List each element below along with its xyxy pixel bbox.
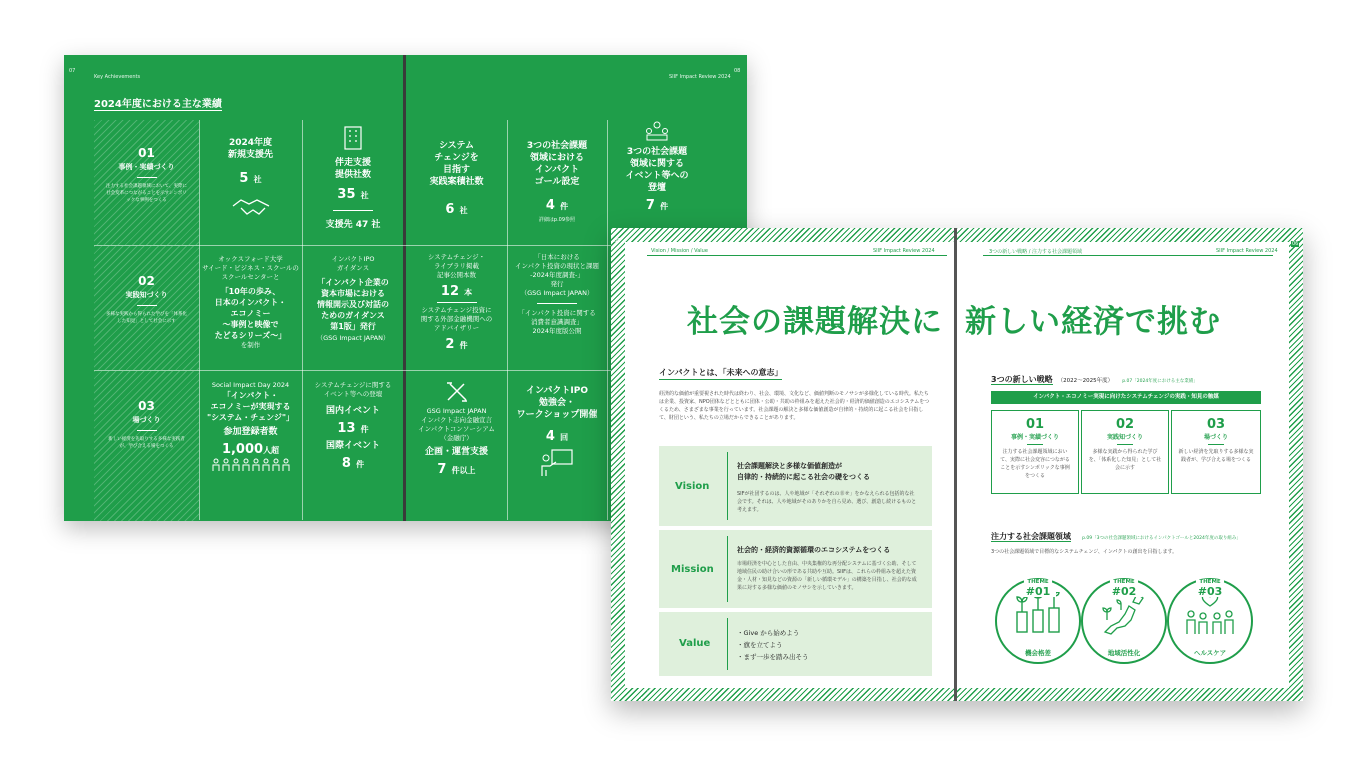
cell-note: 詳細はp.09参照 (538, 217, 576, 223)
strategy-card-01 (991, 410, 1079, 494)
cell-number: 13 (337, 421, 356, 436)
cell-unit: 社 (360, 191, 369, 200)
family-icon (1183, 592, 1237, 638)
headline-right: 新しい経済で挑む (965, 304, 1221, 340)
cell-oxford (199, 255, 302, 350)
cell-sub: 支援先 47 社 (325, 220, 381, 230)
left-header: Vision / Mission / Value (651, 248, 708, 254)
cell-number: 12 (440, 284, 459, 299)
page-number-left: 07 (69, 68, 76, 74)
vmv-body: 市場経済を中心とした自由、中央集権的な再分配システムに基づく公助、そして地域住民の助け合いの形である共助や互助。SIIFは、これらの枠組みを超えた資金・人材・知見などの資源の「新しい循環モデル」の構築を目指し、社会的な成果に対する多様な価値のモノサシを示していきます。 (737, 561, 917, 591)
cell-unit: 件 (360, 425, 369, 434)
value-item: ・まず一歩を踏み出そう (737, 653, 809, 661)
theme-number: #02 (1106, 587, 1142, 597)
cell-title: インパクトIPO 勉強会・ ワークショップ開催 (516, 386, 598, 420)
cell-number: 5 (239, 171, 249, 186)
cell-number: 35 (337, 187, 356, 202)
cell-pre2: システムチェンジ投資に 関する外部金融機関への アドバイザリー (420, 306, 493, 332)
front-spread (611, 228, 1303, 701)
cell-events (607, 120, 707, 213)
vision-box (659, 446, 932, 526)
row-label-03 (94, 371, 199, 521)
cell-unit: 件 (560, 202, 569, 211)
row-title: 実践知づくり (125, 291, 168, 299)
theme-label-01 (995, 568, 1081, 597)
strategy-desc: 注力する社会課題領域において、実際に社会変容につながることを示すシンボリックな事例をつくる (1000, 449, 1070, 479)
theme-label-03 (1167, 568, 1253, 597)
spread-spine (954, 228, 957, 701)
people-icon (211, 458, 291, 472)
cell-label: 国内イベント (325, 406, 380, 416)
strategy-desc: 多様な実践から得られた学びを、「体系化した知見」として社会に示す (1088, 449, 1162, 471)
strategy-card-03 (1171, 410, 1261, 494)
cell-pre: 「日本における インパクト投資の現状と課題 -2024年度調査-」 発行 （GSG Impact JAPAN） (514, 253, 600, 297)
row-title: 場づくり (132, 416, 161, 424)
strategy-title: 場づくり (1203, 434, 1228, 441)
vmv-label: Mission (671, 564, 714, 575)
page-number-right: 06 (1292, 241, 1299, 247)
building-icon (343, 125, 363, 151)
focus-heading-row (991, 524, 1241, 543)
vmv-body: SIFが社団するのは、人や地域が「それぞれの幸せ」をかなえられる包括的な社会です。それは、人や地域がそのありかを自ら見め、選び、創造し続けるものと考えます。 (737, 491, 917, 513)
cell-unit: 件 (660, 202, 669, 211)
cell-pre: GSG Impact JAPAN インパクト志向金融宣言 インパクトコンソーシアム （金融庁） (418, 407, 495, 442)
vmv-title: 社会課題解決と多様な価値創造が 自律的・持続的に起こる社会の礎をつくる (737, 462, 870, 481)
cell-number: 6 (445, 202, 455, 217)
cell-social-impact-day (199, 381, 302, 476)
row-number: 02 (138, 274, 155, 288)
theme-label: THEME (1110, 579, 1137, 585)
cell-post: （GSG Impact JAPAN） (316, 334, 390, 342)
cell-unit: 件 (459, 341, 468, 350)
row-desc: 多様な実践から得られた学びを「体系化した知見」として社会に示す (106, 312, 187, 324)
row-number: 03 (138, 399, 155, 413)
theme-name: 機会格差 (1025, 649, 1051, 657)
strategy-card-02 (1081, 410, 1169, 494)
cell-pre2: 「インパクト投資に関する 消費者意識調査」 2024年度版公開 (518, 309, 596, 335)
cell-number: 8 (341, 456, 351, 471)
vmv-label: Vision (675, 481, 710, 492)
cell-title: 伴走支援 提供社数 (334, 158, 371, 180)
strategy-title: 事例・実績づくり (1010, 434, 1059, 441)
page-number-left: 05 (614, 238, 621, 244)
handshake-icon (231, 194, 271, 218)
strategy-period: （2022～2025年度） (1057, 378, 1114, 384)
cell-pre: システムチェンジに関する イベント等への登壇 (314, 381, 392, 398)
meeting-icon (643, 120, 671, 142)
cell-unit: 本 (464, 288, 473, 297)
tools-icon (445, 381, 469, 403)
row-desc: 新しい経済を先取りする多様な実践者が、学び合える場をつくる (108, 437, 185, 449)
vmv-label: Value (679, 638, 711, 649)
strategy-num: 01 (1025, 417, 1045, 432)
cell-pre: システムチェンジ・ ライブラリ掲載 記事公開本数 (427, 253, 486, 279)
focus-ref: p.09「3つの社会課題領域におけるインパクトゴールと2024年度の取り組み」 (1082, 536, 1241, 541)
cell-title: 2024年度 新規支援先 (227, 138, 273, 160)
theme-name: ヘルスケア (1193, 649, 1227, 657)
cell-unit: 件 (356, 460, 365, 469)
cell-number: 7 (645, 198, 655, 213)
presentation-icon (540, 448, 574, 478)
focus-body: 3つの社会課題領域で目標的なシステムチェンジ、インパクトの創出を目指します。 (991, 549, 1178, 555)
cell-unit: 回 (560, 433, 569, 442)
section-label: Key Achievements (94, 74, 141, 80)
vmv-title: 社会的・経済的資源循環のエコシステムをつくる (737, 546, 891, 554)
cell-post: を制作 (240, 341, 261, 349)
focus-heading: 注力する社会課題領域 (991, 532, 1071, 541)
cell-pre: インパクトIPO ガイダンス (331, 255, 375, 272)
cell-ipo-guidance (302, 255, 404, 343)
value-list (737, 627, 809, 663)
mission-box (659, 530, 932, 608)
row-label-01 (94, 120, 199, 245)
theme-label: THEME (1024, 579, 1051, 585)
cell-label: 企画・運営支援 (424, 447, 488, 457)
strategy-num: 02 (1115, 417, 1135, 432)
cell-pre: オックスフォード大学 サイード・ビジネス・スクールの スクールセンターと (202, 255, 299, 281)
sprout-icon (1014, 592, 1062, 636)
cell-unit: 人超 (263, 446, 280, 455)
cell-unit: 件以上 (451, 466, 476, 475)
cell-impact-goal (507, 140, 607, 223)
cell-accompany (302, 125, 404, 231)
strategy-ref: p.07「2024年度における主な業績」 (1122, 379, 1198, 384)
achievements-heading: 2024年度における主な業績 (94, 95, 222, 111)
cell-number: 2 (445, 337, 455, 352)
strategy-title: 実践知づくり (1106, 434, 1143, 441)
cell-unit: 社 (459, 206, 468, 215)
row-label-02 (94, 246, 199, 370)
page-number-right: 08 (734, 68, 741, 74)
cell-unit: 社 (253, 175, 262, 184)
theme-label: THEME (1196, 579, 1223, 585)
theme-label-02 (1081, 568, 1167, 597)
cell-number: 7 (437, 462, 447, 477)
row-desc: 注力する社会課題領域において、実際に社会変革につながることを示すシンボリックな事例をつくる (106, 184, 187, 203)
cell-title: 「10年の歩み、 日本のインパクト・ エコノミー ～事例と映像で たどるシリーズ～」 (214, 287, 287, 340)
cell-title: 「インパクト・ エコノミーが実現する "システム・チェンジ"」 (206, 391, 295, 422)
right-header-right: SIIF Impact Review 2024 (1216, 248, 1278, 254)
cell-planning-support (406, 381, 507, 477)
impact-body: 経済的な価値が重要視された時代は終わり、社会、環境、文化など、価値判断のモノサシが多様化している時代。私たちは企業、投資家、NPO団体などとともに団体・公助・共助の枠組みを超えた社会的・経済的価値創造のエコシステムをつくるため、さまざまな事業を行っています。社会課題の解決と多様な価値創造が自律的・持続的に起こる社会を目指して、財団という、私たちの立場だからできることがあります。 (659, 391, 930, 421)
cell-title: システム チェンジを 目指す 実践案積社数 (429, 141, 484, 187)
cell-label: 参加登録者数 (223, 427, 278, 437)
cell-number: 4 (545, 198, 555, 213)
cell-label: 国際イベント (325, 441, 380, 451)
left-header-right: SIIF Impact Review 2024 (873, 248, 935, 254)
impact-heading: インパクトとは、「未来への意志」 (659, 367, 782, 380)
value-item: ・旗を立てよう (737, 641, 783, 649)
strategy-banner: インパクト・エコノミー実現に向けたシステムチェンジの実践・知見の触媒 (991, 391, 1261, 404)
cell-number: 1,000 (221, 442, 264, 457)
cell-event-speaking (302, 381, 404, 471)
cell-title: 「インパクト企業の 資本市場における 情報開示及び対話の ためのガイダンス 第1版」発行 (317, 278, 389, 331)
cell-title: 3つの社会課題 領域における インパクト ゴール設定 (526, 141, 588, 187)
strategy-num: 03 (1206, 417, 1226, 432)
row-number: 01 (138, 146, 155, 160)
strategy-heading: 3つの新しい戦略 (991, 375, 1053, 384)
row-title: 事例・実績づくり (118, 163, 175, 171)
cell-number: 4 (545, 429, 555, 444)
theme-number: #01 (1020, 587, 1056, 597)
cell-survey (507, 253, 607, 336)
strategy-desc: 新しい経済を先取りする多様な実践者が、学び合える場をつくる (1178, 449, 1254, 463)
cell-new-support (199, 137, 302, 222)
theme-name: 地域活性化 (1107, 649, 1141, 657)
right-header: 3つの新しい戦略 / 注力する社会課題領域 (989, 249, 1083, 255)
cell-system-change (406, 140, 507, 217)
header-right: SIIF Impact Review 2024 (669, 74, 731, 80)
strategy-heading-row (991, 367, 1198, 386)
value-item: ・Give から始めよう (737, 629, 800, 637)
cell-title: 3つの社会課題 領域に関する イベント等への 登壇 (625, 147, 689, 193)
value-box (659, 612, 932, 676)
theme-number: #03 (1192, 587, 1228, 597)
headline-left: 社会の課題解決に (687, 304, 943, 340)
cell-ipo-workshop (507, 385, 607, 482)
cell-library (406, 253, 507, 352)
cell-pre: Social Impact Day 2024 (211, 381, 290, 389)
